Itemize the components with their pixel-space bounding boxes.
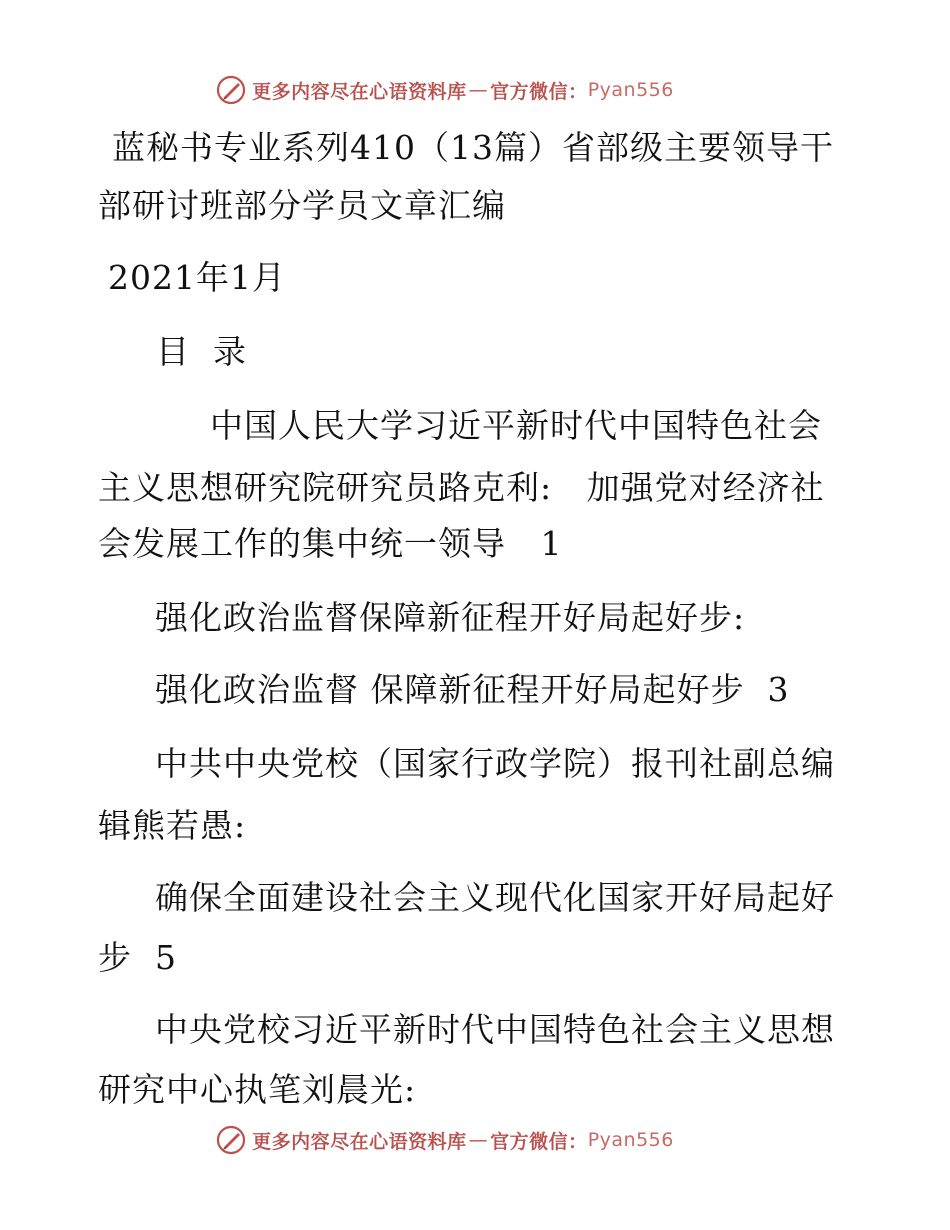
toc-line: 会发展工作的集中统一领导 1 [98,524,563,563]
watermark-label: 官方微信： [490,80,588,103]
watermark-id: Pyan556 [587,1129,674,1151]
doc-title-line-1: 蓝秘书专业系列410（13篇）省部级主要领导干 [112,128,834,167]
doc-date: 2021年1月 [108,258,286,297]
watermark-text: 更多内容尽在心语资料库 [252,1130,467,1153]
toc-heading: 目 录 [156,332,247,371]
watermark-separator: — [468,79,489,101]
watermark-header [0,72,950,108]
toc-line: 中共中央党校（国家行政学院）报刊社副总编 [155,744,835,783]
toc-line: 强化政治监督保障新征程开好局起好步: [155,598,746,637]
toc-line: 步 5 [98,938,177,977]
doc-title-line-2: 部研讨班部分学员文章汇编 [98,186,506,225]
toc-line: 辑熊若愚: [98,806,247,845]
watermark-label: 官方微信： [490,1130,588,1153]
watermark-footer [0,1122,950,1158]
toc-line: 强化政治监督 保障新征程开好局起好步 3 [155,670,790,709]
toc-line: 中央党校习近平新时代中国特色社会主义思想 [155,1010,835,1049]
toc-line: 主义思想研究院研究员路克利: 加强党对经济社 [98,468,825,507]
toc-line: 确保全面建设社会主义现代化国家开好局起好 [155,878,835,917]
quill-logo-icon [216,1124,248,1156]
watermark-text: 更多内容尽在心语资料库 [252,80,467,103]
watermark-id: Pyan556 [587,79,674,101]
toc-line: 中国人民大学习近平新时代中国特色社会 [210,406,822,445]
toc-line: 研究中心执笔刘晨光: [98,1070,417,1109]
quill-logo-icon [216,74,248,106]
watermark-separator: — [468,1129,489,1151]
